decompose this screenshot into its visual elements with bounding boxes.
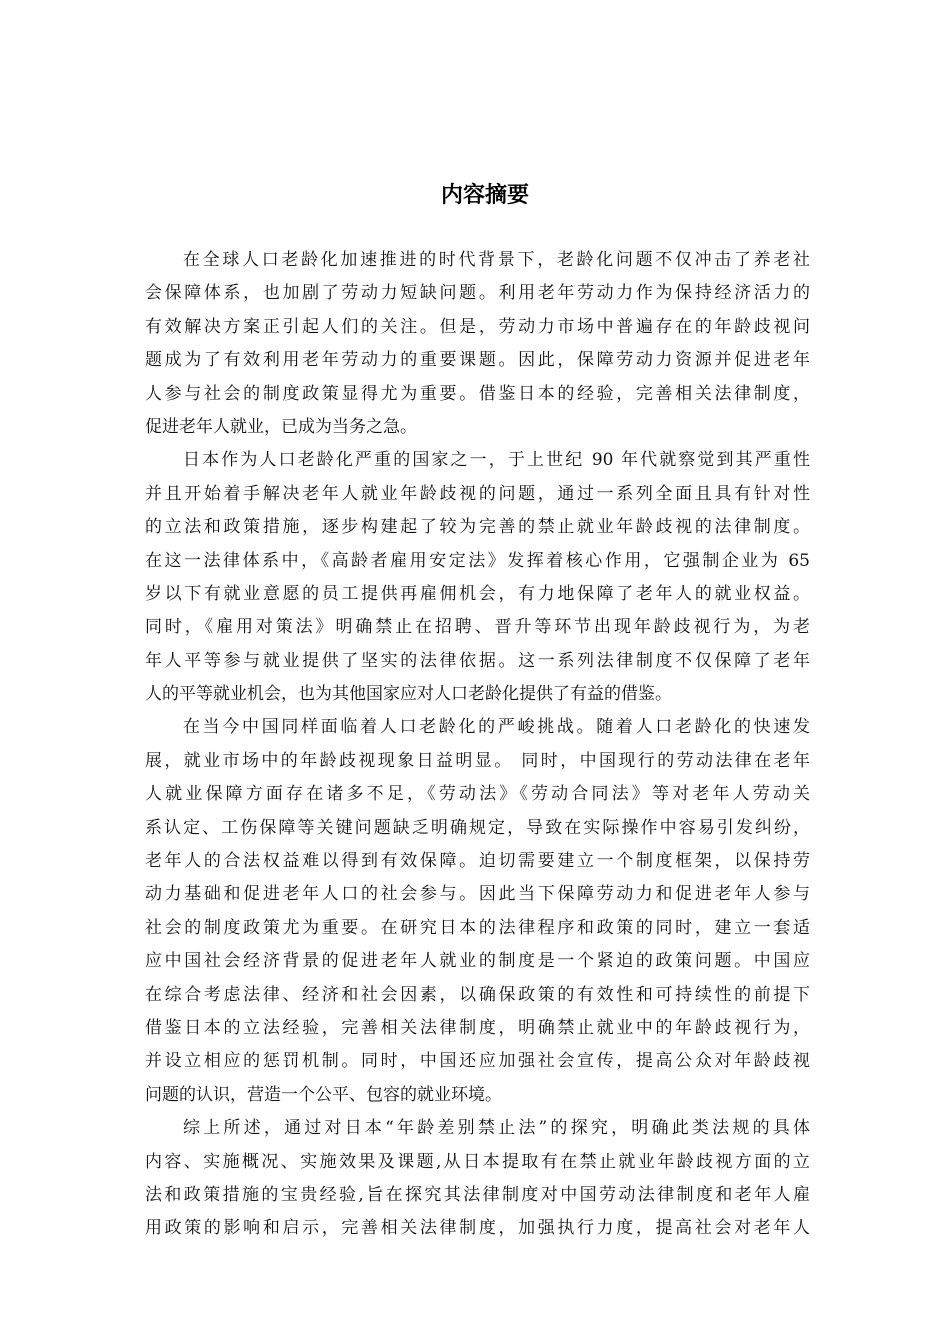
paragraph-4 xyxy=(145,1112,810,1246)
text-line: 会保障体系，也加剧了劳动力短缺问题。利用老年劳动力作为保持经济活力的 xyxy=(145,283,810,304)
text-line: 人的平等就业机会，也为其他国家应对人口老龄化提供了有益的借鉴。 xyxy=(145,684,672,705)
text-line: 问题的认识，营造一个公平、包容的就业环境。 xyxy=(145,1084,502,1105)
text-line: 同时，《雇用对策法》明确禁止在招聘、晋升等环节出现年龄歧视行为，为老 xyxy=(145,617,810,638)
text-line: 社会的制度政策尤为重要。在研究日本的法律程序和政策的同时，建立一套适 xyxy=(145,917,810,938)
text-line: 题成为了有效利用老年劳动力的重要课题。因此，保障劳动力资源并促进老年 xyxy=(145,350,810,371)
text-line: 年人平等参与就业提供了坚实的法律依据。这一系列法律制度不仅保障了老年 xyxy=(145,650,810,671)
text-line: 展，就业市场中的年龄歧视现象日益明显。 同时，中国现行的劳动法律在老年 xyxy=(145,750,810,771)
text-line: 法和政策措施的宝贵经验,旨在探究其法律制度对中国劳动法律制度和老年人雇 xyxy=(145,1184,810,1205)
text-line: 应中国社会经济背景的促进老年人就业的制度是一个紧迫的政策问题。中国应 xyxy=(145,951,810,972)
text-line: 在这一法律体系中，《高龄者雇用安定法》发挥着核心作用，它强制企业为 65 xyxy=(145,550,810,571)
paragraph-1 xyxy=(145,244,810,444)
text-line: 并且开始着手解决老年人就业年龄歧视的问题，通过一系列全面且具有针对性 xyxy=(145,483,810,504)
text-line: 人参与社会的制度政策显得尤为重要。借鉴日本的经验，完善相关法律制度， xyxy=(145,383,810,404)
text-line: 有效解决方案正引起人们的关注。但是，劳动力市场中普遍存在的年龄歧视问 xyxy=(145,316,810,337)
text-line: 借鉴日本的立法经验，完善相关法律制度，明确禁止就业中的年龄歧视行为， xyxy=(145,1017,810,1038)
text-line: 老年人的合法权益难以得到有效保障。迫切需要建立一个制度框架，以保持劳 xyxy=(145,851,810,872)
text-line: 日本作为人口老龄化严重的国家之一，于上世纪 90 年代就察觉到其严重性 xyxy=(183,450,810,471)
text-line: 内容、实施概况、实施效果及课题,从日本提取有在禁止就业年龄歧视方面的立 xyxy=(145,1151,810,1172)
text-line: 并设立相应的惩罚机制。同时，中国还应加强社会宣传，提高公众对年龄歧视 xyxy=(145,1051,810,1072)
text-line: 在当今中国同样面临着人口老龄化的严峻挑战。随着人口老龄化的快速发 xyxy=(183,717,810,738)
text-line: 系认定、工伤保障等关键问题缺乏明确规定，导致在实际操作中容易引发纠纷， xyxy=(145,817,810,838)
page-title: 内容摘要 xyxy=(440,183,529,208)
text-line: 人就业保障方面存在诸多不足，《劳动法》《劳动合同法》等对老年人劳动关 xyxy=(145,784,810,805)
text-line: 在综合考虑法律、经济和社会因素，以确保政策的有效性和可持续性的前提下 xyxy=(145,984,810,1005)
text-line: 在全球人口老龄化加速推进的时代背景下，老龄化问题不仅冲击了养老社 xyxy=(183,250,810,270)
abstract-body xyxy=(145,244,810,1246)
paragraph-2 xyxy=(145,444,810,711)
text-line: 综上所述，通过对日本“年龄差别禁止法”的探究，明确此类法规的具体 xyxy=(183,1118,810,1139)
text-line: 动力基础和促进老年人口的社会参与。因此当下保障劳动力和促进老年人参与 xyxy=(145,884,810,905)
text-line: 的立法和政策措施，逐步构建起了较为完善的禁止就业年龄歧视的法律制度。 xyxy=(145,517,810,538)
text-line: 用政策的影响和启示，完善相关法律制度，加强执行力度，提高社会对老年人 xyxy=(145,1218,810,1239)
text-line: 促进老年人就业，已成为当务之急。 xyxy=(145,416,417,437)
paragraph-3 xyxy=(145,711,810,1112)
text-line: 岁以下有就业意愿的员工提供再雇佣机会，有力地保障了老年人的就业权益。 xyxy=(145,583,810,604)
